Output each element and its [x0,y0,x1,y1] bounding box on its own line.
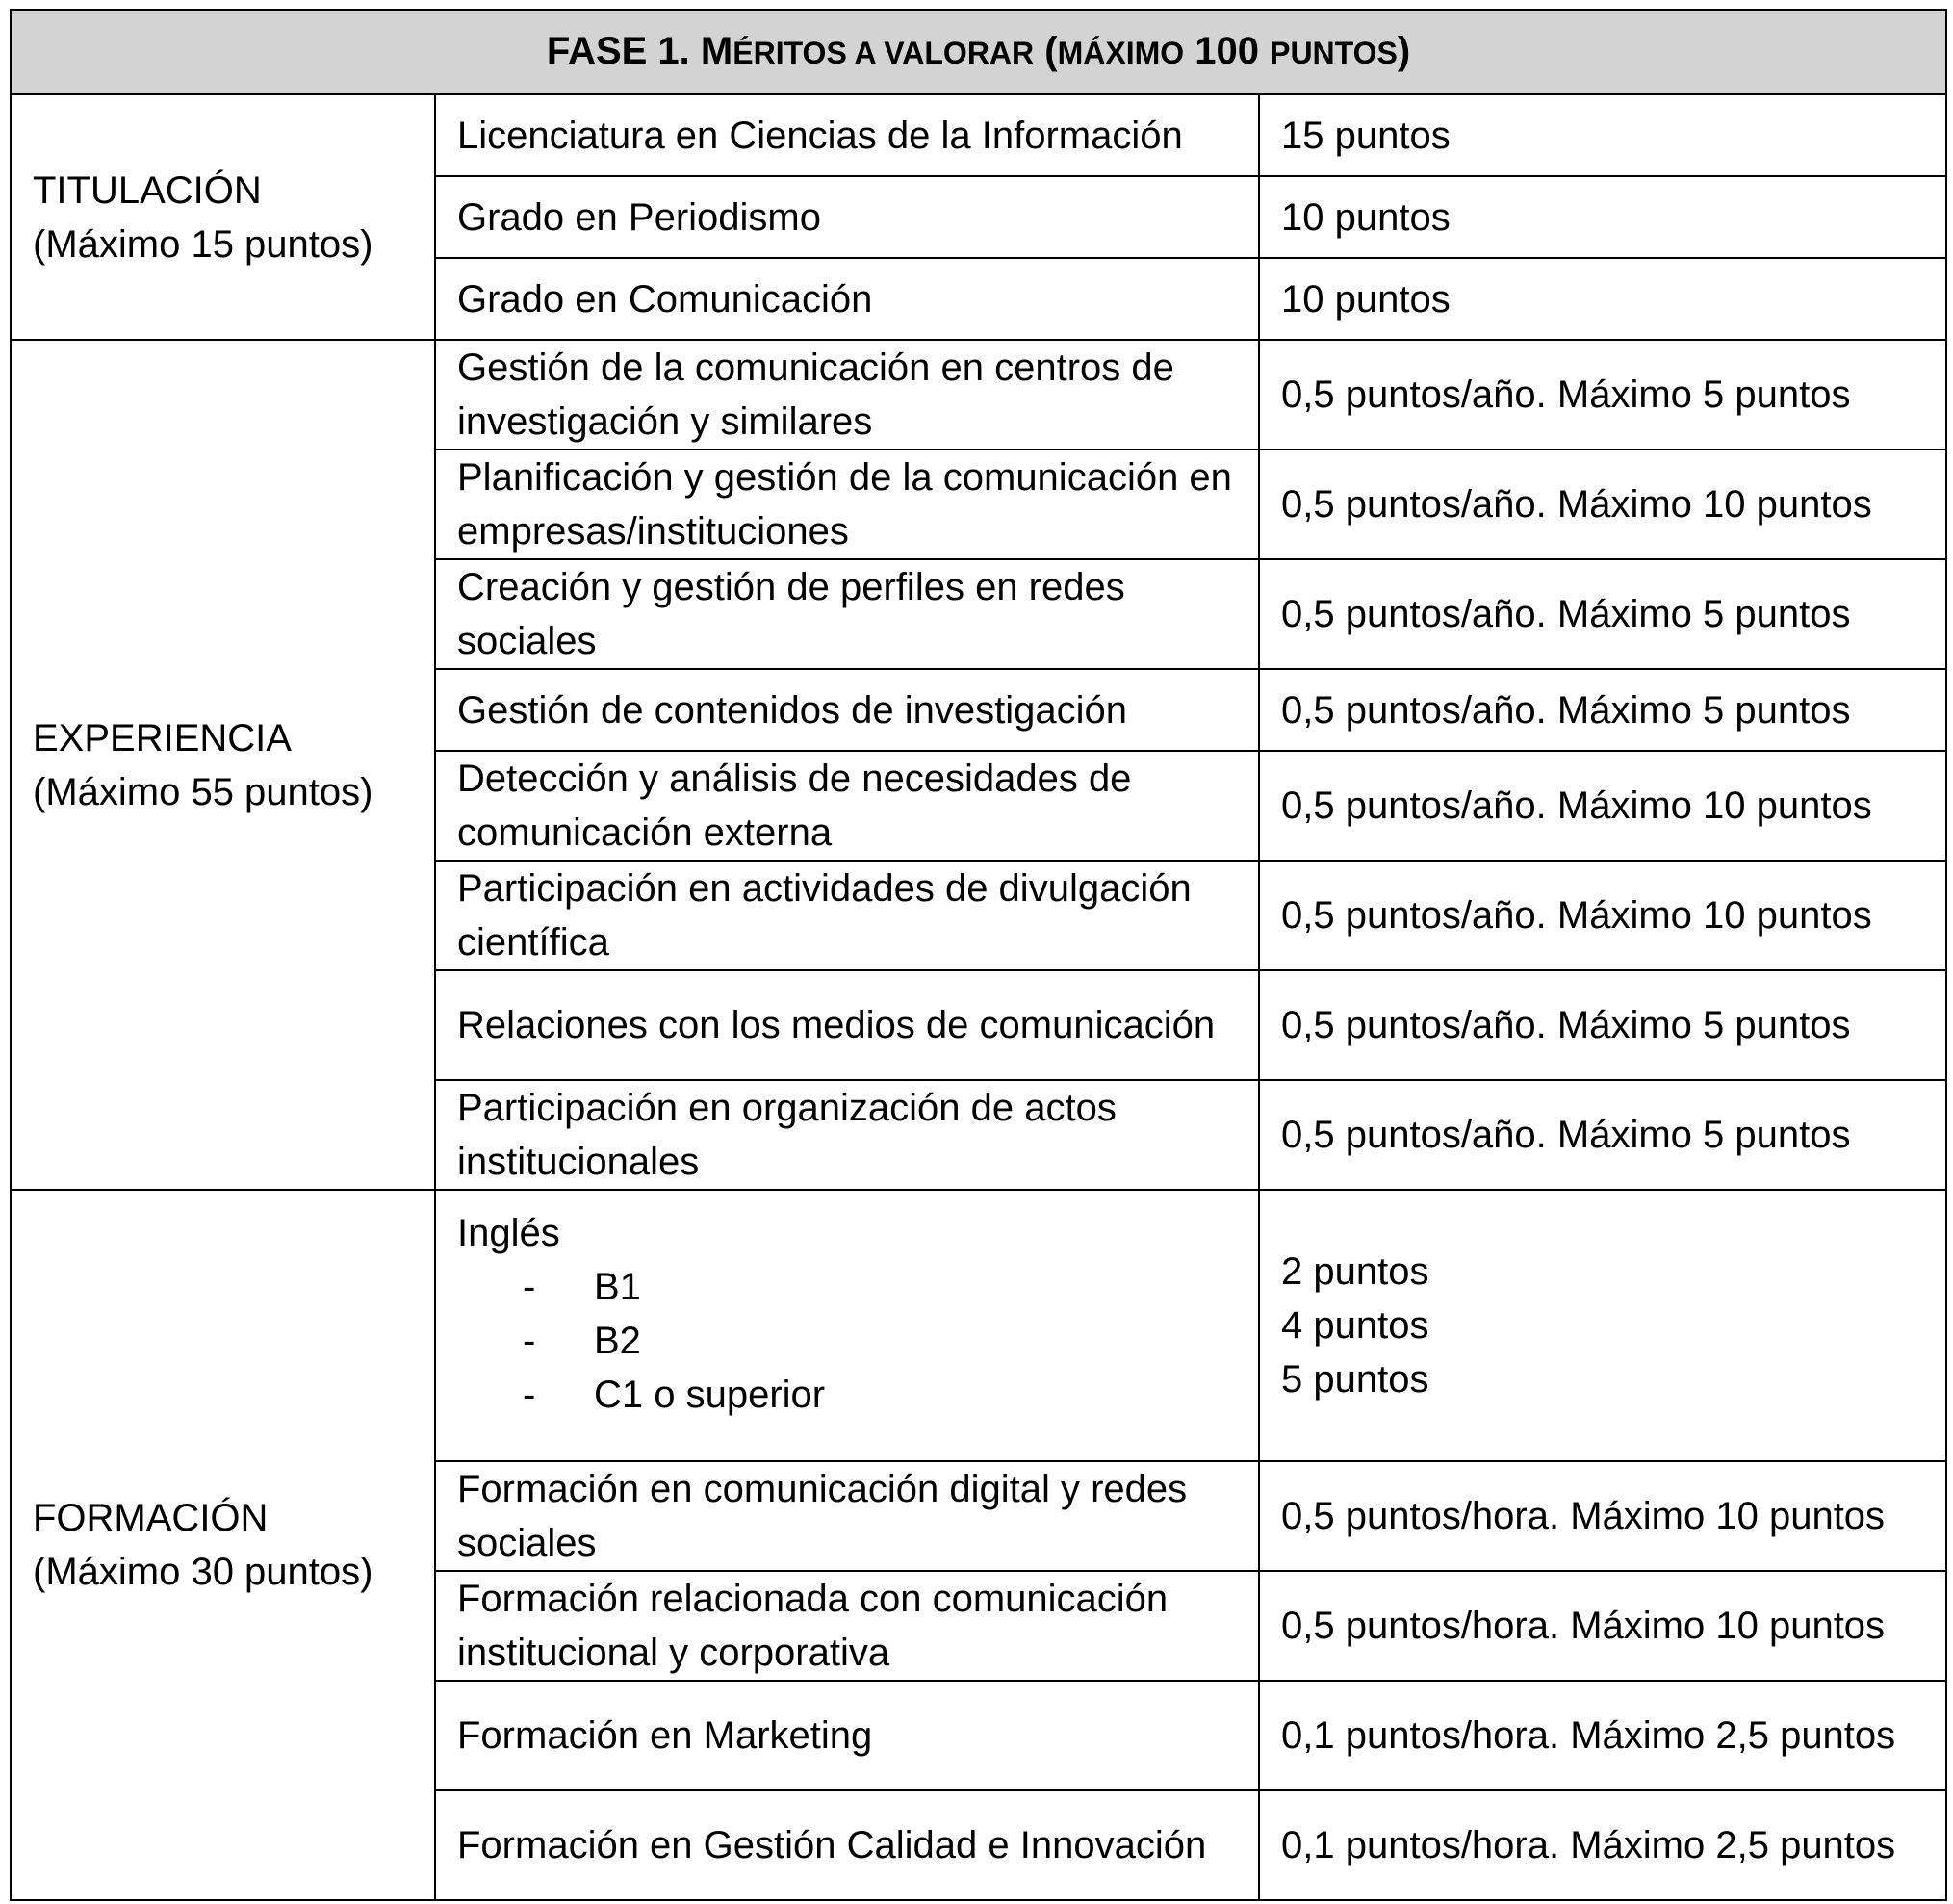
list-item: - B1 [523,1266,641,1308]
merit-points: 0,5 puntos/año. Máximo 5 puntos [1259,669,1946,751]
category-max: (Máximo 55 puntos) [33,770,373,813]
merit-item: Formación en Marketing [435,1681,1259,1790]
merit-points: 0,5 puntos/hora. Máximo 10 puntos [1259,1461,1946,1571]
english-item [435,1190,1259,1461]
merit-item: Formación relacionada con comunicación institucional y corporativa [435,1571,1259,1681]
merit-points: 0,5 puntos/año. Máximo 10 puntos [1259,450,1946,559]
list-item: - C1 o superior [523,1374,826,1416]
merit-item: Creación y gestión de perfiles en redes sociales [435,559,1259,669]
merit-points: 0,5 puntos/año. Máximo 5 puntos [1259,1080,1946,1190]
merit-points: 0,5 puntos/año. Máximo 10 puntos [1259,751,1946,861]
merit-points: 0,5 puntos/año. Máximo 5 puntos [1259,970,1946,1080]
list-item: - B2 [523,1320,641,1362]
merit-points: 0,5 puntos/año. Máximo 5 puntos [1259,559,1946,669]
english-label: Inglés [457,1212,560,1254]
merit-points: 10 puntos [1259,176,1946,258]
merit-points: 0,5 puntos/año. Máximo 5 puntos [1259,340,1946,450]
category-experiencia [11,340,435,1190]
category-title: TITULACIÓN [33,168,262,212]
merit-points: 10 puntos [1259,258,1946,340]
merit-item: Grado en Periodismo [435,176,1259,258]
english-points: 2 puntos 4 puntos 5 puntos [1259,1190,1946,1461]
merit-item: Detección y análisis de necesidades de comunicación externa [435,751,1259,861]
category-title: EXPERIENCIA [33,716,292,759]
merit-item: Planificación y gestión de la comunicación en empresas/instituciones [435,450,1259,559]
category-formacion [11,1190,435,1900]
merit-points: 0,5 puntos/año. Máximo 10 puntos [1259,861,1946,970]
merit-points: 0,1 puntos/hora. Máximo 2,5 puntos [1259,1681,1946,1790]
merit-points: 15 puntos [1259,94,1946,176]
merit-item: Participación en organización de actos institucionales [435,1080,1259,1190]
merit-item: Relaciones con los medios de comunicación [435,970,1259,1080]
merit-item: Gestión de la comunicación en centros de investigación y similares [435,340,1259,450]
category-max: (Máximo 15 puntos) [33,222,373,266]
category-titulacion [11,94,435,340]
merit-points: 0,1 puntos/hora. Máximo 2,5 puntos [1259,1790,1946,1900]
merit-points: 0,5 puntos/hora. Máximo 10 puntos [1259,1571,1946,1681]
merit-item: Participación en actividades de divulgación científica [435,861,1259,970]
table-row [11,94,1946,176]
merits-table [10,9,1947,1901]
category-max: (Máximo 30 puntos) [33,1551,373,1593]
merit-item: Licenciatura en Ciencias de la Información [435,94,1259,176]
category-title: FORMACIÓN [33,1497,269,1539]
merit-item: Formación en comunicación digital y redes sociales [435,1461,1259,1571]
table-row [11,340,1946,450]
merit-item: Gestión de contenidos de investigación [435,669,1259,751]
english-levels [457,1260,1237,1422]
header-row [11,10,1946,94]
merit-item: Grado en Comunicación [435,258,1259,340]
table-title: FASE 1. MÉRITOS A VALORAR (MÁXIMO 100 PUNTOS) [11,10,1946,94]
table-row [11,1190,1946,1461]
merit-item: Formación en Gestión Calidad e Innovación [435,1790,1259,1900]
